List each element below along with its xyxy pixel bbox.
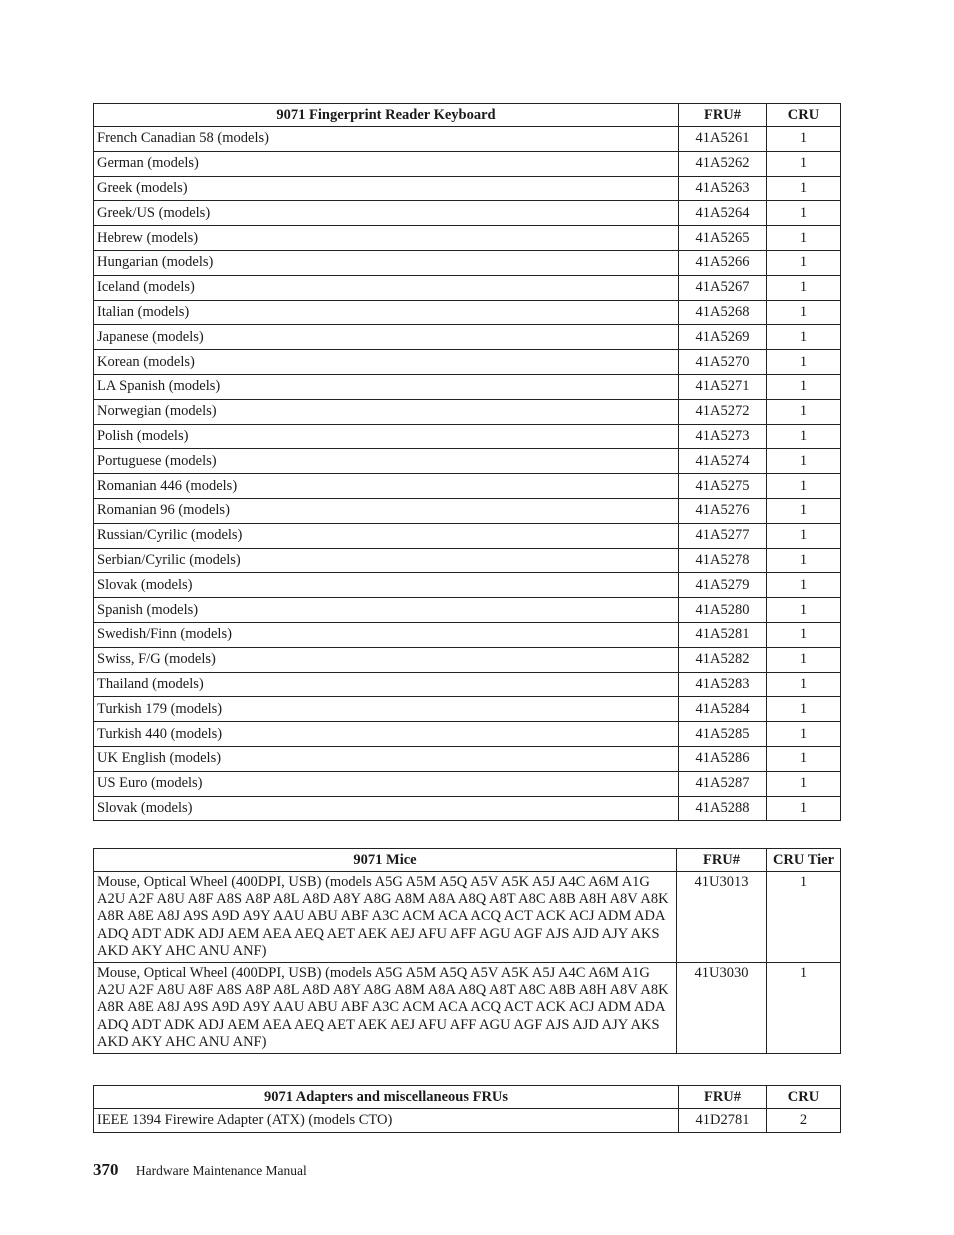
cell-fru-number: 41A5288: [679, 796, 767, 821]
column-header-cru: CRU: [767, 1086, 841, 1109]
table-row: [94, 622, 841, 647]
cell-fru-number: 41A5273: [679, 424, 767, 449]
cell-fru-number: 41A5281: [679, 622, 767, 647]
cell-cru: 1: [767, 622, 841, 647]
cell-description: Korean (models): [94, 350, 679, 375]
cell-cru: 1: [767, 325, 841, 350]
table-row: [94, 697, 841, 722]
cell-cru: 1: [767, 350, 841, 375]
cell-cru: 1: [767, 201, 841, 226]
table-row: [94, 746, 841, 771]
cell-description: Norwegian (models): [94, 399, 679, 424]
cell-description: Mouse, Optical Wheel (400DPI, USB) (models A5G A5M A5Q A5V A5K A5J A4C A6M A1G A2U A2F A8U A8F A8S A8P A8L A8D A8Y A8G A8M A8A A8Q A8T A8C A8B A8H A8V A8K A8R A8E A8J A9S A9D A9Y AAU ABU ABF A3C ACM ACA ACQ ACT ACK ACJ ADM ADA ADQ ADT ADK ADJ AEM AEA AEQ AET AEK AEJ AFU AFF AGU AGF AJS AJD AJY AKS AKD AKY AHC ANU ANF): [94, 963, 677, 1054]
table-row: [94, 872, 841, 963]
column-header-cru-tier: CRU Tier: [767, 849, 841, 872]
table-row: [94, 474, 841, 499]
cell-cru: 1: [767, 796, 841, 821]
cell-cru: 1: [767, 872, 841, 963]
cell-fru-number: 41A5263: [679, 176, 767, 201]
cell-description: Serbian/Cyrilic (models): [94, 548, 679, 573]
table-header-row: [94, 1086, 841, 1109]
table-row: [94, 573, 841, 598]
adapters-fru-table: [93, 1085, 841, 1133]
table-row: [94, 176, 841, 201]
table-row: [94, 399, 841, 424]
table-row: [94, 226, 841, 251]
table-row: [94, 374, 841, 399]
cell-fru-number: 41A5278: [679, 548, 767, 573]
cell-fru-number: 41A5268: [679, 300, 767, 325]
table-row: [94, 275, 841, 300]
cell-cru: 1: [767, 598, 841, 623]
table-row: [94, 598, 841, 623]
table-row: [94, 201, 841, 226]
cell-description: Swiss, F/G (models): [94, 647, 679, 672]
table-row: [94, 449, 841, 474]
cell-cru: 1: [767, 250, 841, 275]
table-row: [94, 325, 841, 350]
cell-cru: 1: [767, 746, 841, 771]
cell-description: Slovak (models): [94, 573, 679, 598]
table-row: [94, 722, 841, 747]
cell-cru: 2: [767, 1109, 841, 1133]
cell-fru-number: 41A5276: [679, 498, 767, 523]
table-row: [94, 548, 841, 573]
fingerprint-keyboard-fru-table: [93, 103, 841, 821]
table-row: [94, 523, 841, 548]
cell-cru: 1: [767, 300, 841, 325]
cell-fru-number: 41A5279: [679, 573, 767, 598]
table-row: [94, 771, 841, 796]
column-header-fru: FRU#: [677, 849, 767, 872]
table-row: [94, 796, 841, 821]
cell-fru-number: 41A5266: [679, 250, 767, 275]
cell-cru: 1: [767, 127, 841, 152]
column-header-description: 9071 Adapters and miscellaneous FRUs: [94, 1086, 679, 1109]
cell-description: Greek (models): [94, 176, 679, 201]
cell-fru-number: 41D2781: [679, 1109, 767, 1133]
cell-cru: 1: [767, 449, 841, 474]
cell-description: German (models): [94, 151, 679, 176]
cell-cru: 1: [767, 573, 841, 598]
cell-cru: 1: [767, 474, 841, 499]
cell-fru-number: 41A5277: [679, 523, 767, 548]
table-row: [94, 498, 841, 523]
cell-description: Romanian 446 (models): [94, 474, 679, 499]
cell-fru-number: 41A5270: [679, 350, 767, 375]
cell-cru: 1: [767, 399, 841, 424]
cell-cru: 1: [767, 722, 841, 747]
cell-cru: 1: [767, 697, 841, 722]
cell-fru-number: 41A5287: [679, 771, 767, 796]
cell-cru: 1: [767, 176, 841, 201]
cell-description: Swedish/Finn (models): [94, 622, 679, 647]
cell-description: Polish (models): [94, 424, 679, 449]
table-row: [94, 1109, 841, 1133]
table-row: [94, 350, 841, 375]
cell-description: Mouse, Optical Wheel (400DPI, USB) (models A5G A5M A5Q A5V A5K A5J A4C A6M A1G A2U A2F A8U A8F A8S A8P A8L A8D A8Y A8G A8M A8A A8Q A8T A8C A8B A8H A8V A8K A8R A8E A8J A9S A9D A9Y AAU ABU ABF A3C ACM ACA ACQ ACT ACK ACJ ADM ADA ADQ ADT ADK ADJ AEM AEA AEQ AET AEK AEJ AFU AFF AGU AGF AJS AJD AJY AKS AKD AKY AHC ANU ANF): [94, 872, 677, 963]
table-row: [94, 250, 841, 275]
page-number: 370: [93, 1160, 119, 1179]
cell-fru-number: 41A5284: [679, 697, 767, 722]
cell-fru-number: 41A5271: [679, 374, 767, 399]
column-header-description: 9071 Fingerprint Reader Keyboard: [94, 104, 679, 127]
cell-description: Turkish 179 (models): [94, 697, 679, 722]
cell-cru: 1: [767, 548, 841, 573]
cell-description: Hebrew (models): [94, 226, 679, 251]
manual-title: Hardware Maintenance Manual: [135, 1163, 307, 1178]
cell-description: Slovak (models): [94, 796, 679, 821]
cell-cru: 1: [767, 226, 841, 251]
cell-cru: 1: [767, 771, 841, 796]
table-row: [94, 127, 841, 152]
cell-fru-number: 41A5262: [679, 151, 767, 176]
cell-description: Thailand (models): [94, 672, 679, 697]
cell-description: US Euro (models): [94, 771, 679, 796]
page-footer: [93, 1160, 307, 1180]
cell-description: Romanian 96 (models): [94, 498, 679, 523]
cell-description: LA Spanish (models): [94, 374, 679, 399]
cell-fru-number: 41A5265: [679, 226, 767, 251]
cell-fru-number: 41U3030: [677, 963, 767, 1054]
cell-cru: 1: [767, 523, 841, 548]
cell-fru-number: 41A5261: [679, 127, 767, 152]
table-row: [94, 672, 841, 697]
table-row: [94, 300, 841, 325]
cell-fru-number: 41A5274: [679, 449, 767, 474]
cell-fru-number: 41U3013: [677, 872, 767, 963]
cell-cru: 1: [767, 672, 841, 697]
cell-description: French Canadian 58 (models): [94, 127, 679, 152]
mice-fru-table: [93, 848, 841, 1054]
cell-description: Portuguese (models): [94, 449, 679, 474]
column-header-description: 9071 Mice: [94, 849, 677, 872]
table-row: [94, 424, 841, 449]
cell-fru-number: 41A5272: [679, 399, 767, 424]
cell-cru: 1: [767, 424, 841, 449]
cell-fru-number: 41A5264: [679, 201, 767, 226]
cell-description: IEEE 1394 Firewire Adapter (ATX) (models CTO): [94, 1109, 679, 1133]
cell-description: Japanese (models): [94, 325, 679, 350]
column-header-fru: FRU#: [679, 104, 767, 127]
cell-fru-number: 41A5275: [679, 474, 767, 499]
cell-description: Italian (models): [94, 300, 679, 325]
cell-fru-number: 41A5283: [679, 672, 767, 697]
column-header-fru: FRU#: [679, 1086, 767, 1109]
cell-fru-number: 41A5285: [679, 722, 767, 747]
cell-description: UK English (models): [94, 746, 679, 771]
cell-fru-number: 41A5282: [679, 647, 767, 672]
cell-cru: 1: [767, 275, 841, 300]
cell-cru: 1: [767, 374, 841, 399]
column-header-cru: CRU: [767, 104, 841, 127]
table-row: [94, 151, 841, 176]
cell-cru: 1: [767, 498, 841, 523]
table-header-row: [94, 104, 841, 127]
table-row: [94, 963, 841, 1054]
cell-cru: 1: [767, 647, 841, 672]
cell-description: Greek/US (models): [94, 201, 679, 226]
cell-fru-number: 41A5286: [679, 746, 767, 771]
cell-description: Turkish 440 (models): [94, 722, 679, 747]
cell-fru-number: 41A5280: [679, 598, 767, 623]
cell-description: Hungarian (models): [94, 250, 679, 275]
cell-cru: 1: [767, 151, 841, 176]
cell-cru: 1: [767, 963, 841, 1054]
table-header-row: [94, 849, 841, 872]
cell-description: Russian/Cyrilic (models): [94, 523, 679, 548]
table-row: [94, 647, 841, 672]
cell-description: Iceland (models): [94, 275, 679, 300]
cell-description: Spanish (models): [94, 598, 679, 623]
cell-fru-number: 41A5269: [679, 325, 767, 350]
cell-fru-number: 41A5267: [679, 275, 767, 300]
